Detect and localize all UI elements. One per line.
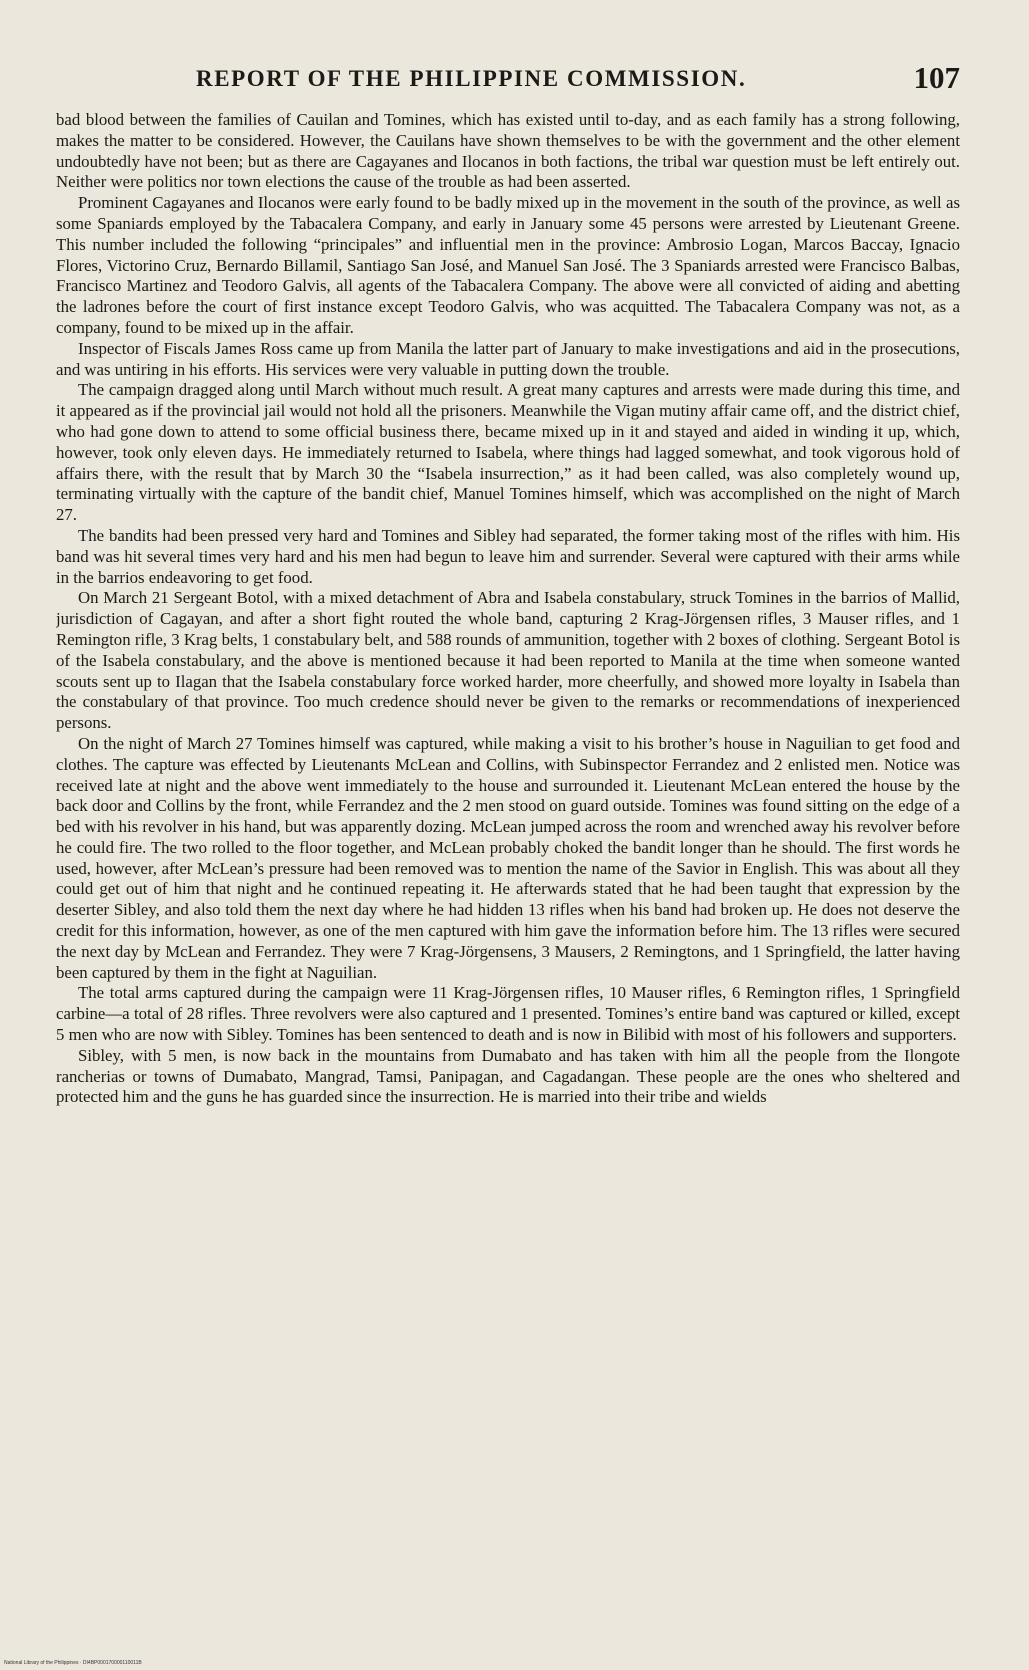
paragraph: On the night of March 27 Tomines himself was captured, while making a visit to his brother’s house in Naguilian to get food and clothes. The capture was effected by Lieutenants McLean and Collins, with Subinspector Ferrandez and 2 enlisted men. Notice was received late at night and the above went immediately to the house and surrounded it. Lieutenant McLean entered the house by the back door and Collins by the front, while Ferrandez and the 2 men stood on guard outside. Tomines was found sitting on the edge of a bed with his revolver in his hand, but was apparently dozing. McLean jumped across the room and wrenched away his revolver before he could fire. The two rolled to the floor together, and McLean probably choked the bandit longer than he should. The first words he used, however, after McLean’s pressure had been removed was to mention the name of the Savior in English. This was about all they could get out of him that night and he continued repeating it. He afterwards stated that he had been taught that expression by the deserter Sibley, and also told them the next day where he had hidden 13 rifles when his band had broken up. He does not deserve the credit for this information, however, as one of the men captured with him gave the information before him. The 13 rifles were secured the next day by McLean and Ferrandez. They were 7 Krag-Jörgensens, 3 Mausers, 2 Remingtons, and 1 Springfield, the latter having been captured by them in the fight at Naguilian.: [56, 733, 960, 982]
page-header: [196, 60, 960, 100]
paragraph: bad blood between the families of Cauilan and Tomines, which has existed until to-day, and as each family has a strong following, makes the matter to be considered. However, the Cauilans have shown themselves to be with the government and the other element undoubtedly have not been; but as there are Cagayanes and Ilocanos in both factions, the tribal war question must be left entirely out. Neither were politics nor town elections the cause of the trouble as had been asserted.: [56, 110, 960, 192]
paragraph: On March 21 Sergeant Botol, with a mixed detachment of Abra and Isabela constabulary, struck Tomines in the barrios of Mallid, jurisdiction of Cagayan, and after a short fight routed the whole band, capturing 2 Krag-Jörgensen rifles, 3 Mauser rifles, and 1 Remington rifle, 3 Krag belts, 1 constabulary belt, and 588 rounds of ammunition, together with 2 boxes of clothing. Sergeant Botol is of the Isabela constabulary, and the above is mentioned because it had been reported to Manila at the time when someone wanted scouts sent up to Ilagan that the Isabela constabulary force worked harder, more cheerfully, and showed more loyalty in Isabela than the constabulary of that province. Too much credence should never be given to the remarks or recommendations of inexperienced persons.: [56, 588, 960, 733]
body-text: [56, 110, 960, 1655]
paragraph: Prominent Cagayanes and Ilocanos were early found to be badly mixed up in the movement in the south of the province, as well as some Spaniards employed by the Tabacalera Company, and early in January some 45 persons were arrested by Lieutenant Greene. This number included the following “principales” and influential men in the province: Ambrosio Logan, Marcos Baccay, Ignacio Flores, Victorino Cruz, Bernardo Billamil, Santiago San José, and Manuel San José. The 3 Spaniards arrested were Francisco Balbas, Francisco Martinez and Teodoro Galvis, all agents of the Tabacalera Company. The above were all convicted of aiding and abetting the ladrones before the court of first instance except Teodoro Galvis, who was acquitted. The Tabacalera Company was not, as a company, found to be mixed up in the affair.: [56, 193, 960, 337]
page-number: 107: [913, 60, 960, 95]
paragraph: The bandits had been pressed very hard and Tomines and Sibley had separated, the former taking most of the rifles with him. His band was hit several times very hard and his men had begun to leave him and surrender. Several were captured with their arms while in the barrios endeavoring to get food.: [56, 525, 960, 587]
paragraph: Sibley, with 5 men, is now back in the mountains from Dumabato and has taken with him all the people from the Ilongote rancherias or towns of Dumabato, Mangrad, Tamsi, Panipagan, and Cagadangan. These people are the ones who sheltered and protected him and the guns he has guarded since the insurrection. He is married into their tribe and wields: [56, 1045, 960, 1107]
paragraph: The total arms captured during the campaign were 11 Krag-Jörgensen rifles, 10 Mauser rifles, 6 Remington rifles, 1 Springfield carbine—a total of 28 rifles. Three revolvers were also captured and 1 presented. Tomines’s entire band was captured or killed, except 5 men who are now with Sibley. Tomines has been sentenced to death and is now in Bilibid with most of his followers and supporters.: [56, 983, 960, 1045]
paragraph: Inspector of Fiscals James Ross came up from Manila the latter part of January to make investigations and aid in the prosecutions, and was untiring in his efforts. His services were very valuable in putting down the trouble.: [56, 338, 960, 379]
paragraph: The campaign dragged along until March without much result. A great many captures and arrests were made during this time, and it appeared as if the provincial jail would not hold all the prisoners. Meanwhile the Vigan mutiny affair came off, and the district chief, who had gone down to attend to some official business there, became mixed up in it and stayed and aided in winding it up, which, however, took only eleven days. He immediately returned to Isabela, where things had lagged somewhat, and took vigorous hold of affairs there, with the result that by March 30 the “Isabela insurrection,” as it had been called, was also completely wound up, terminating virtually with the capture of the bandit chief, Manuel Tomines himself, which was accomplished on the night of March 27.: [56, 380, 960, 525]
scan-credit: National Library of the Philippines · DI4BP000170000110011B: [4, 1660, 142, 1666]
running-title: REPORT OF THE PHILIPPINE COMMISSION.: [196, 66, 747, 91]
